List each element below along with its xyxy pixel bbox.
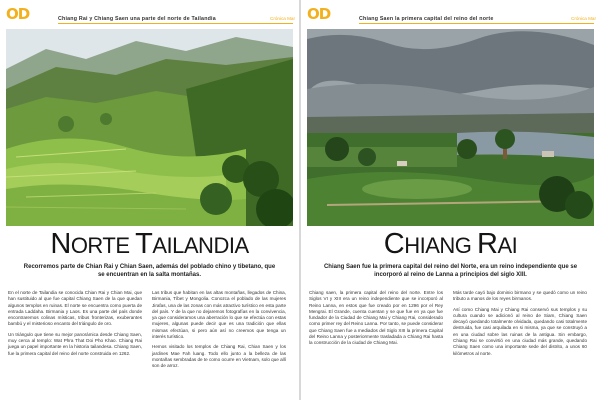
article-subtitle: Chiang Saen fue la primera capital del reino del Norte, era un reino independiente que se incorporó al reino de Lanna a principios del siglo XIII. <box>323 264 578 278</box>
magazine-logo: OD <box>307 5 331 23</box>
folio: Crónica Mar <box>571 16 597 21</box>
folio: Crónica Mar <box>270 16 296 21</box>
garden-photo <box>307 29 594 226</box>
paragraph: Así como Chiang Mai y Chiang Rai conservó sus templos y su cultura cuando se adicionó al reino de Siam, Chiang Saen decayó quedando totalmente olvidada, quedando casi totalmente destruida, fue casi arquilada en si misma, ya que se construyó a en una ciudad sobre las ruinas de la antigua. Sin embargo, Chiang Rai se convirtió en una ciudad más grande, quedando Chiang Saen como una importante sede del distrito, a unos 60 kilómetros al norte. <box>453 306 587 356</box>
article-title: NORTE TAILANDIA <box>50 228 249 260</box>
paragraph: Hemos visitado los templos de Chiang Rai, Chian Saen y los jardines Mae Fah luang. Todo ello junto a la belleza de las montañas sembradas de te como ocurre en Vietnam, solo que allí son de arroz. <box>152 344 286 369</box>
running-title: Chiang Rai y Chiang Saen una parte del norte de Tailandia <box>58 16 216 22</box>
right-page <box>301 0 600 400</box>
text-column-1 <box>309 290 443 351</box>
paragraph: Un triángulo que tiene su mejor panorámica desde Chiang Saen, muy cerca al templo: Wat Phra That Doi Pho Khao. Chiang Rai juega un papel importante en la historia tailandesa. Chiang Saen, fue la primera capital del reino del norte construida en 1262. <box>8 331 142 356</box>
valley-photo <box>6 29 293 226</box>
paragraph: En el norte de Tailandia se conocida Chian Rai y Chian Mai, que han sustituido al que fue capital Chiang Saen de la que quedan algunos templos en ruinas. El norte se encuentra como puerta de entrada Laddaha. Birmania y Laos. Es una parte del país donde encontraremos colinas místicas, tribus fronterizas, exuberantes bambú y el misterioso encanto del triángulo de oro. <box>8 290 142 327</box>
magazine-logo: OD <box>6 5 30 23</box>
page-header <box>0 0 299 28</box>
paragraph: Chiang saen, la primera capital del reino del norte. Entre los Siglos VI y XIII era un reino independiente que se incorporó al Reino Lanna, en estos que fue creado por en 1296 por el Rey Mengrai. El Grande, cuenta cuentan y se que fue en ya que fue fundador de la Ciudad de Chiang Mai y Chiang Rai, considerado como primer rey del Reino Lanna. Por tanto, se puede considerar que Chiang Saen fue a mediados del Siglo XIII la primera Capital del Reino Lanna y posteriormente trasladada a Chiang Rai hasta la construcción de la ciudad de Chiang Mai. <box>309 290 443 346</box>
page-header <box>301 0 600 28</box>
header-rule <box>58 23 293 24</box>
paragraph: Más tarde cayó bajo dominio birmano y se quedó como un reino tributo a manos de los reyes birmanos. <box>453 290 587 302</box>
text-column-1 <box>8 290 142 361</box>
running-title: Chiang Saen la primera capital del reino del norte <box>359 16 494 22</box>
header-rule <box>359 23 594 24</box>
article-title: CHIANG RAI <box>383 228 518 260</box>
left-page <box>0 0 299 400</box>
text-column-2 <box>453 290 587 361</box>
text-column-2 <box>152 290 286 374</box>
paragraph: Las tribus que habitan en las altas montañas, llegados de China, Birmania, Tíbet y Mongolia. Conozca el poblado de las mujeres Jirafas, una de las zonas con más atractivo turístico en esta parte del país. Y de la que no dejaremos fotografías en la convivencia, ya que consideramos una aberración lo que se efectúa con estas mujeres, algunas puede decir que es una tradición que ellas mismas efectúan, si pero aún así no creemos que tenga un interés turístico. <box>152 290 286 340</box>
article-subtitle: Recorremos parte de Chian Rai y Chian Saen, además del poblado chino y tibetano, que se encuentran en la salta montañas. <box>23 264 276 278</box>
